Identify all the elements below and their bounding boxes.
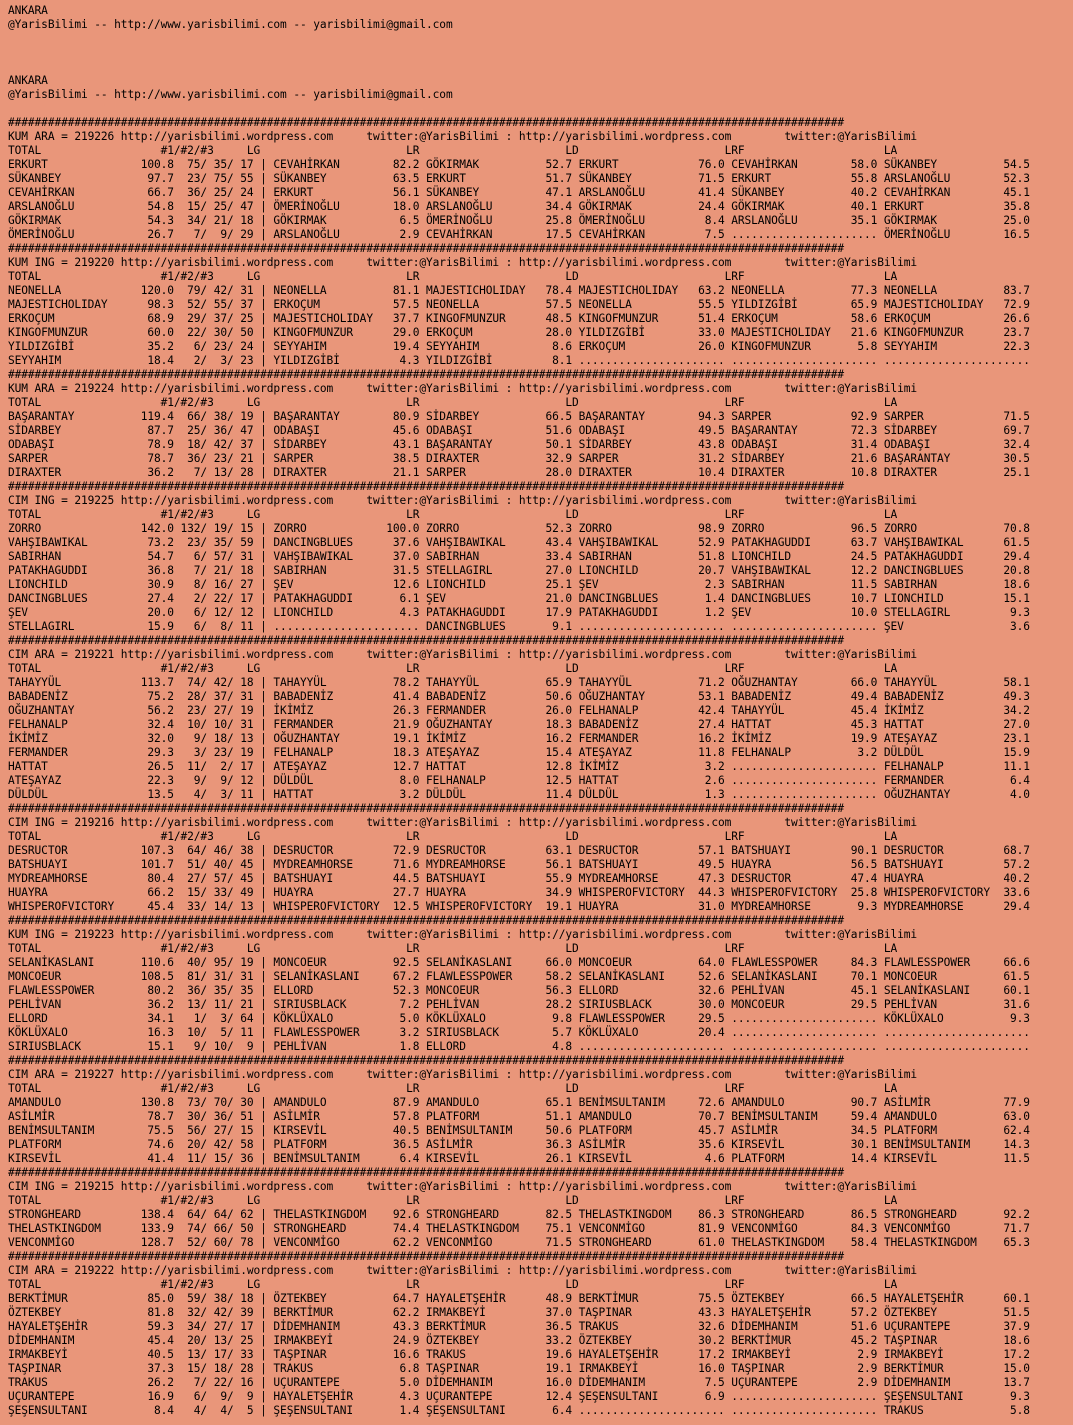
report-line: @YarisBilimi -- http://www.yarisbilimi.com -- yarisbilimi@gmail.com	[8, 18, 453, 31]
report-line: SARPER 78.7 36/ 23/ 21 | SARPER 38.5 DIRAXTER 32.9 SARPER 31.2 SİDARBEY 21.6 BAŞARANTAY 30.5	[8, 452, 1030, 465]
report-line: TAŞPINAR 37.3 15/ 18/ 28 | TRAKUS 6.8 TAŞPINAR 19.1 IRMAKBEYİ 16.0 TAŞPINAR 2.9 BERKTİMUR 15.0	[8, 1362, 1030, 1375]
report-line: TOTAL #1/#2/#3 LG LR LD LRF LA	[8, 1082, 898, 1095]
report-line: ŞEŞENSULTANI 8.4 4/ 4/ 5 | ŞEŞENSULTANI 1.4 ŞEŞENSULTANI 6.4 ...................... ...................... TRAKUS 5.8	[8, 1404, 1030, 1417]
report-line: DIRAXTER 36.2 7/ 13/ 28 | DIRAXTER 21.1 SARPER 28.0 DIRAXTER 10.4 DIRAXTER 10.8 DIRAXTER 25.1	[8, 466, 1030, 479]
report-line: TOTAL #1/#2/#3 LG LR LD LRF LA	[8, 1278, 898, 1291]
report-line: WHISPEROFVICTORY 45.4 33/ 14/ 13 | WHISPEROFVICTORY 12.5 WHISPEROFVICTORY 19.1 HUAYRA 31.0 MYDREAMHORSE 9.3 MYDREAMHORSE 29.4	[8, 900, 1030, 913]
report-line: TAHAYYÜL 113.7 74/ 42/ 18 | TAHAYYÜL 78.2 TAHAYYÜL 65.9 TAHAYYÜL 71.2 OĞUZHANTAY 66.0 TAHAYYÜL 58.1	[8, 676, 1030, 689]
report-line: CIM ARA = 219222 http://yarisbilimi.wordpress.com twitter:@YarisBilimi : http://yarisbilimi.wordpress.com twitter:@YarisBilimi	[8, 1264, 918, 1277]
separator-line: ##############################################################################################################################	[8, 1250, 845, 1263]
report-line: THELASTKINGDOM 133.9 74/ 66/ 50 | STRONGHEARD 74.4 THELASTKINGDOM 75.1 VENCONMİGO 81.9 VENCONMİGO 84.3 VENCONMİGO 71.7	[8, 1222, 1030, 1235]
report-line: TRAKUS 26.2 7/ 22/ 16 | UÇURANTEPE 5.0 DİDEMHANIM 16.0 DİDEMHANIM 7.5 UÇURANTEPE 2.9 DİDEMHANIM 13.7	[8, 1376, 1030, 1389]
separator-line: ##############################################################################################################################	[8, 116, 845, 129]
report-line: KUM ARA = 219224 http://yarisbilimi.wordpress.com twitter:@YarisBilimi : http://yarisbilimi.wordpress.com twitter:@YarisBilimi	[8, 382, 918, 395]
report-line: TOTAL #1/#2/#3 LG LR LD LRF LA	[8, 396, 898, 409]
report-line: DİDEMHANIM 45.4 20/ 13/ 25 | IRMAKBEYİ 24.9 ÖZTEKBEY 33.2 ÖZTEKBEY 30.2 BERKTİMUR 45.2 TAŞPINAR 18.6	[8, 1334, 1030, 1347]
report-line: GÖKIRMAK 54.3 34/ 21/ 18 | GÖKIRMAK 6.5 ÖMERİNOĞLU 25.8 ÖMERİNOĞLU 8.4 ARSLANOĞLU 35.1 GÖKIRMAK 25.0	[8, 214, 1030, 227]
report-line: TOTAL #1/#2/#3 LG LR LD LRF LA	[8, 508, 898, 521]
report-line: PEHLİVAN 36.2 13/ 11/ 21 | SIRIUSBLACK 7.2 PEHLİVAN 28.2 SIRIUSBLACK 30.0 MONCOEUR 29.5 PEHLİVAN 31.6	[8, 998, 1030, 1011]
report-line: YILDIZGİBİ 35.2 6/ 23/ 24 | SEYYAHIM 19.4 SEYYAHIM 8.6 ERKOÇUM 26.0 KINGOFMUNZUR 5.8 SEYYAHIM 22.3	[8, 340, 1030, 353]
report-line: FELHANALP 32.4 10/ 10/ 31 | FERMANDER 21.9 OĞUZHANTAY 18.3 BABADENİZ 27.4 HATTAT 45.3 HATTAT 27.0	[8, 718, 1030, 731]
report-line: SEYYAHIM 18.4 2/ 3/ 23 | YILDIZGİBİ 4.3 YILDIZGİBİ 8.1 ...................... ...................... ......................	[8, 354, 1030, 367]
report-line: KIRSEVİL 41.4 11/ 15/ 36 | BENİMSULTANIM 6.4 KIRSEVİL 26.1 KIRSEVİL 4.6 PLATFORM 14.4 KIRSEVİL 11.5	[8, 1152, 1030, 1165]
report-line: DANCINGBLUES 27.4 2/ 22/ 17 | PATAKHAGUDDI 6.1 ŞEV 21.0 DANCINGBLUES 1.4 DANCINGBLUES 10.7 LIONCHILD 15.1	[8, 592, 1030, 605]
report-line: DESRUCTOR 107.3 64/ 46/ 38 | DESRUCTOR 72.9 DESRUCTOR 63.1 DESRUCTOR 57.1 BATSHUAYI 90.1 DESRUCTOR 68.7	[8, 844, 1030, 857]
report-line: MAJESTICHOLIDAY 98.3 52/ 55/ 37 | ERKOÇUM 57.5 NEONELLA 57.5 NEONELLA 55.5 YILDIZGİBİ 65.9 MAJESTICHOLIDAY 72.9	[8, 298, 1030, 311]
report-line: BERKTİMUR 85.0 59/ 38/ 18 | ÖZTEKBEY 64.7 HAYALETŞEHİR 48.9 BERKTİMUR 75.5 ÖZTEKBEY 66.5 HAYALETŞEHİR 60.1	[8, 1292, 1030, 1305]
report-line: ERKURT 100.8 75/ 35/ 17 | CEVAHİRKAN 82.2 GÖKIRMAK 52.7 ERKURT 76.0 CEVAHİRKAN 58.0 SÜKANBEY 54.5	[8, 158, 1030, 171]
report-line: ZORRO 142.0 132/ 19/ 15 | ZORRO 100.0 ZORRO 52.3 ZORRO 98.9 ZORRO 96.5 ZORRO 70.8	[8, 522, 1030, 535]
report-line: ASİLMİR 78.7 30/ 36/ 51 | ASİLMİR 57.8 PLATFORM 51.1 AMANDULO 70.7 BENİMSULTANIM 59.4 AMANDULO 63.0	[8, 1110, 1030, 1123]
report-line: BENİMSULTANIM 75.5 56/ 27/ 15 | KIRSEVİL 40.5 BENİMSULTANIM 50.6 PLATFORM 45.7 ASİLMİR 34.5 PLATFORM 62.4	[8, 1124, 1030, 1137]
report-line: SABIRHAN 54.7 6/ 57/ 31 | VAHŞIBAWIKAL 37.0 SABIRHAN 33.4 SABIRHAN 51.8 LIONCHILD 24.5 PATAKHAGUDDI 29.4	[8, 550, 1030, 563]
report-line: CIM ARA = 219221 http://yarisbilimi.wordpress.com twitter:@YarisBilimi : http://yarisbilimi.wordpress.com twitter:@YarisBilimi	[8, 648, 918, 661]
report-line: ANKARA	[8, 74, 48, 87]
report-line: KÖKLÜXALO 16.3 10/ 5/ 11 | FLAWLESSPOWER 3.2 SIRIUSBLACK 5.7 KÖKLÜXALO 20.4 ...................... ......................	[8, 1026, 1030, 1039]
report-line: HATTAT 26.5 11/ 2/ 17 | ATEŞAYAZ 12.7 HATTAT 12.8 İKİMİZ 3.2 ...................... FELHANALP 11.1	[8, 760, 1030, 773]
report-line: İKİMİZ 32.0 9/ 18/ 13 | OĞUZHANTAY 19.1 İKİMİZ 16.2 FERMANDER 16.2 İKİMİZ 19.9 ATEŞAYAZ 23.1	[8, 732, 1030, 745]
report-line: TOTAL #1/#2/#3 LG LR LD LRF LA	[8, 144, 898, 157]
report-line: SIRIUSBLACK 15.1 9/ 10/ 9 | PEHLİVAN 1.8 ELLORD 4.8 ...................... ...................... ......................	[8, 1040, 1030, 1053]
report-line: ARSLANOĞLU 54.8 15/ 25/ 47 | ÖMERİNOĞLU 18.0 ARSLANOĞLU 34.4 GÖKIRMAK 24.4 GÖKIRMAK 40.1 ERKURT 35.8	[8, 200, 1030, 213]
report-line: PATAKHAGUDDI 36.8 7/ 21/ 18 | SABIRHAN 31.5 STELLAGIRL 27.0 LIONCHILD 20.7 VAHŞIBAWIKAL 12.2 DANCINGBLUES 20.8	[8, 564, 1030, 577]
report-line: CIM ING = 219216 http://yarisbilimi.wordpress.com twitter:@YarisBilimi : http://yarisbilimi.wordpress.com twitter:@YarisBilimi	[8, 816, 918, 829]
report-line: STELLAGIRL 15.9 6/ 8/ 11 | ...................... DANCINGBLUES 9.1 ...................... ...................... ŞEV 3.6	[8, 620, 1030, 633]
report-line: TOTAL #1/#2/#3 LG LR LD LRF LA	[8, 1194, 898, 1207]
report-line: TOTAL #1/#2/#3 LG LR LD LRF LA	[8, 942, 898, 955]
report-line: HAYALETŞEHİR 59.3 34/ 27/ 17 | DİDEMHANIM 43.3 BERKTİMUR 36.5 TRAKUS 32.6 DİDEMHANIM 51.6 UÇURANTEPE 37.9	[8, 1320, 1030, 1333]
separator-line: ##############################################################################################################################	[8, 1054, 845, 1067]
report-line: SELANİKASLANI 110.6 40/ 95/ 19 | MONCOEUR 92.5 SELANİKASLANI 66.0 MONCOEUR 64.0 FLAWLESSPOWER 84.3 FLAWLESSPOWER 66.6	[8, 956, 1030, 969]
report-line: KINGOFMUNZUR 60.0 22/ 30/ 50 | KINGOFMUNZUR 29.0 ERKOÇUM 28.0 YILDIZGİBİ 33.0 MAJESTICHOLIDAY 21.6 KINGOFMUNZUR 23.7	[8, 326, 1030, 339]
report-line: MYDREAMHORSE 80.4 27/ 57/ 45 | BATSHUAYI 44.5 BATSHUAYI 55.9 MYDREAMHORSE 47.3 DESRUCTOR 47.4 HUAYRA 40.2	[8, 872, 1030, 885]
separator-line: ##############################################################################################################################	[8, 242, 845, 255]
separator-line: ##############################################################################################################################	[8, 368, 845, 381]
report-line: FLAWLESSPOWER 80.2 36/ 35/ 35 | ELLORD 52.3 MONCOEUR 56.3 ELLORD 32.6 PEHLİVAN 45.1 SELANİKASLANI 60.1	[8, 984, 1030, 997]
report-line: STRONGHEARD 138.4 64/ 64/ 62 | THELASTKINGDOM 92.6 STRONGHEARD 82.5 THELASTKINGDOM 86.3 STRONGHEARD 86.5 STRONGHEARD 92.2	[8, 1208, 1030, 1221]
separator-line: ##############################################################################################################################	[8, 1166, 845, 1179]
report-line: LIONCHILD 30.9 8/ 16/ 27 | ŞEV 12.6 LIONCHILD 25.1 ŞEV 2.3 SABIRHAN 11.5 SABIRHAN 18.6	[8, 578, 1030, 591]
report-line: ATEŞAYAZ 22.3 9/ 9/ 12 | DÜLDÜL 8.0 FELHANALP 12.5 HATTAT 2.6 ...................... FERMANDER 6.4	[8, 774, 1030, 787]
report-line: OĞUZHANTAY 56.2 23/ 27/ 19 | İKİMİZ 26.3 FERMANDER 26.0 FELHANALP 42.4 TAHAYYÜL 45.4 İKİMİZ 34.2	[8, 704, 1030, 717]
report-line: KUM ING = 219223 http://yarisbilimi.wordpress.com twitter:@YarisBilimi : http://yarisbilimi.wordpress.com twitter:@YarisBilimi	[8, 928, 918, 941]
separator-line: ##############################################################################################################################	[8, 802, 845, 815]
separator-line: ##############################################################################################################################	[8, 480, 845, 493]
report-line: @YarisBilimi -- http://www.yarisbilimi.com -- yarisbilimi@gmail.com	[8, 88, 453, 101]
report-line: ANKARA	[8, 4, 48, 17]
report-line: NEONELLA 120.0 79/ 42/ 31 | NEONELLA 81.1 MAJESTICHOLIDAY 78.4 MAJESTICHOLIDAY 63.2 NEONELLA 77.3 NEONELLA 83.7	[8, 284, 1030, 297]
report-line: ODABAŞI 78.9 18/ 42/ 37 | SİDARBEY 43.1 BAŞARANTAY 50.1 SİDARBEY 43.8 ODABAŞI 31.4 ODABAŞI 32.4	[8, 438, 1030, 451]
report-line: HUAYRA 66.2 15/ 33/ 49 | HUAYRA 27.7 HUAYRA 34.9 WHISPEROFVICTORY 44.3 WHISPEROFVICTORY 25.8 WHISPEROFVICTORY 33.6	[8, 886, 1030, 899]
report-line: TOTAL #1/#2/#3 LG LR LD LRF LA	[8, 830, 898, 843]
report-line: CIM ING = 219215 http://yarisbilimi.wordpress.com twitter:@YarisBilimi : http://yarisbilimi.wordpress.com twitter:@YarisBilimi	[8, 1180, 918, 1193]
separator-line: ##############################################################################################################################	[8, 914, 845, 927]
report-line: TOTAL #1/#2/#3 LG LR LD LRF LA	[8, 662, 898, 675]
report-line: BAŞARANTAY 119.4 66/ 38/ 19 | BAŞARANTAY 80.9 SİDARBEY 66.5 BAŞARANTAY 94.3 SARPER 92.9 SARPER 71.5	[8, 410, 1030, 423]
report-line: FERMANDER 29.3 3/ 23/ 19 | FELHANALP 18.3 ATEŞAYAZ 15.4 ATEŞAYAZ 11.8 FELHANALP 3.2 DÜLDÜL 15.9	[8, 746, 1030, 759]
report-line: BABADENİZ 75.2 28/ 37/ 31 | BABADENİZ 41.4 BABADENİZ 50.6 OĞUZHANTAY 53.1 BABADENİZ 49.4 BABADENİZ 49.3	[8, 690, 1030, 703]
report-line: SÜKANBEY 97.7 23/ 75/ 55 | SÜKANBEY 63.5 ERKURT 51.7 SÜKANBEY 71.5 ERKURT 55.8 ARSLANOĞLU 52.3	[8, 172, 1030, 185]
report-line: ELLORD 34.1 1/ 3/ 64 | KÖKLÜXALO 5.0 KÖKLÜXALO 9.8 FLAWLESSPOWER 29.5 ...................... KÖKLÜXALO 9.3	[8, 1012, 1030, 1025]
report-line: DÜLDÜL 13.5 4/ 3/ 11 | HATTAT 3.2 DÜLDÜL 11.4 DÜLDÜL 1.3 ...................... OĞUZHANTAY 4.0	[8, 788, 1030, 801]
report-line: UÇURANTEPE 16.9 6/ 9/ 9 | HAYALETŞEHİR 4.3 UÇURANTEPE 12.4 ŞEŞENSULTANI 6.9 ...................... ŞEŞENSULTANI 9.3	[8, 1390, 1030, 1403]
report-line: CIM ARA = 219227 http://yarisbilimi.wordpress.com twitter:@YarisBilimi : http://yarisbilimi.wordpress.com twitter:@YarisBilimi	[8, 1068, 918, 1081]
report-line: MONCOEUR 108.5 81/ 31/ 31 | SELANİKASLANI 67.2 FLAWLESSPOWER 58.2 SELANİKASLANI 52.6 SELANİKASLANI 70.1 MONCOEUR 61.5	[8, 970, 1030, 983]
report-line: VENCONMİGO 128.7 52/ 60/ 78 | VENCONMİGO 62.2 VENCONMİGO 71.5 STRONGHEARD 61.0 THELASTKINGDOM 58.4 THELASTKINGDOM 65.3	[8, 1236, 1030, 1249]
report-line: ŞEV 20.0 6/ 12/ 12 | LIONCHILD 4.3 PATAKHAGUDDI 17.9 PATAKHAGUDDI 1.2 ŞEV 10.0 STELLAGIRL 9.3	[8, 606, 1030, 619]
report-line: ÖZTEKBEY 81.8 32/ 42/ 39 | BERKTİMUR 62.2 IRMAKBEYİ 37.0 TAŞPINAR 43.3 HAYALETŞEHİR 57.2 ÖZTEKBEY 51.5	[8, 1306, 1030, 1319]
report-line: IRMAKBEYİ 40.5 13/ 17/ 33 | TAŞPINAR 16.6 TRAKUS 19.6 HAYALETŞEHİR 17.2 IRMAKBEYİ 2.9 IRMAKBEYİ 17.2	[8, 1348, 1030, 1361]
report-line: VAHŞIBAWIKAL 73.2 23/ 35/ 59 | DANCINGBLUES 37.6 VAHŞIBAWIKAL 43.4 VAHŞIBAWIKAL 52.9 PATAKHAGUDDI 63.7 VAHŞIBAWIKAL 61.5	[8, 536, 1030, 549]
report-line: CIM ING = 219225 http://yarisbilimi.wordpress.com twitter:@YarisBilimi : http://yarisbilimi.wordpress.com twitter:@YarisBilimi	[8, 494, 918, 507]
report-line: TOTAL #1/#2/#3 LG LR LD LRF LA	[8, 270, 898, 283]
report-line: AMANDULO 130.8 73/ 70/ 30 | AMANDULO 87.9 AMANDULO 65.1 BENİMSULTANIM 72.6 AMANDULO 90.7 ASİLMİR 77.9	[8, 1096, 1030, 1109]
report-line: CEVAHİRKAN 66.7 36/ 25/ 24 | ERKURT 56.1 SÜKANBEY 47.1 ARSLANOĞLU 41.4 SÜKANBEY 40.2 CEVAHİRKAN 45.1	[8, 186, 1030, 199]
report-line: PLATFORM 74.6 20/ 42/ 58 | PLATFORM 36.5 ASİLMİR 36.3 ASİLMİR 35.6 KIRSEVİL 30.1 BENİMSULTANIM 14.3	[8, 1138, 1030, 1151]
report-line: ÖMERİNOĞLU 26.7 7/ 9/ 29 | ARSLANOĞLU 2.9 CEVAHİRKAN 17.5 CEVAHİRKAN 7.5 ...................... ÖMERİNOĞLU 16.5	[8, 228, 1030, 241]
report-line: KUM ARA = 219226 http://yarisbilimi.wordpress.com twitter:@YarisBilimi : http://yarisbilimi.wordpress.com twitter:@YarisBilimi	[8, 130, 918, 143]
report-line: ERKOÇUM 68.9 29/ 37/ 25 | MAJESTICHOLIDAY 37.7 KINGOFMUNZUR 48.5 KINGOFMUNZUR 51.4 ERKOÇUM 58.6 ERKOÇUM 26.6	[8, 312, 1030, 325]
separator-line: ##############################################################################################################################	[8, 634, 845, 647]
report-line: KUM ING = 219220 http://yarisbilimi.wordpress.com twitter:@YarisBilimi : http://yarisbilimi.wordpress.com twitter:@YarisBilimi	[8, 256, 918, 269]
report-line: BATSHUAYI 101.7 51/ 40/ 45 | MYDREAMHORSE 71.6 MYDREAMHORSE 56.1 BATSHUAYI 49.5 HUAYRA 56.5 BATSHUAYI 57.2	[8, 858, 1030, 871]
report-line: SİDARBEY 87.7 25/ 36/ 47 | ODABAŞI 45.6 ODABAŞI 51.6 ODABAŞI 49.5 BAŞARANTAY 72.3 SİDARBEY 69.7	[8, 424, 1030, 437]
